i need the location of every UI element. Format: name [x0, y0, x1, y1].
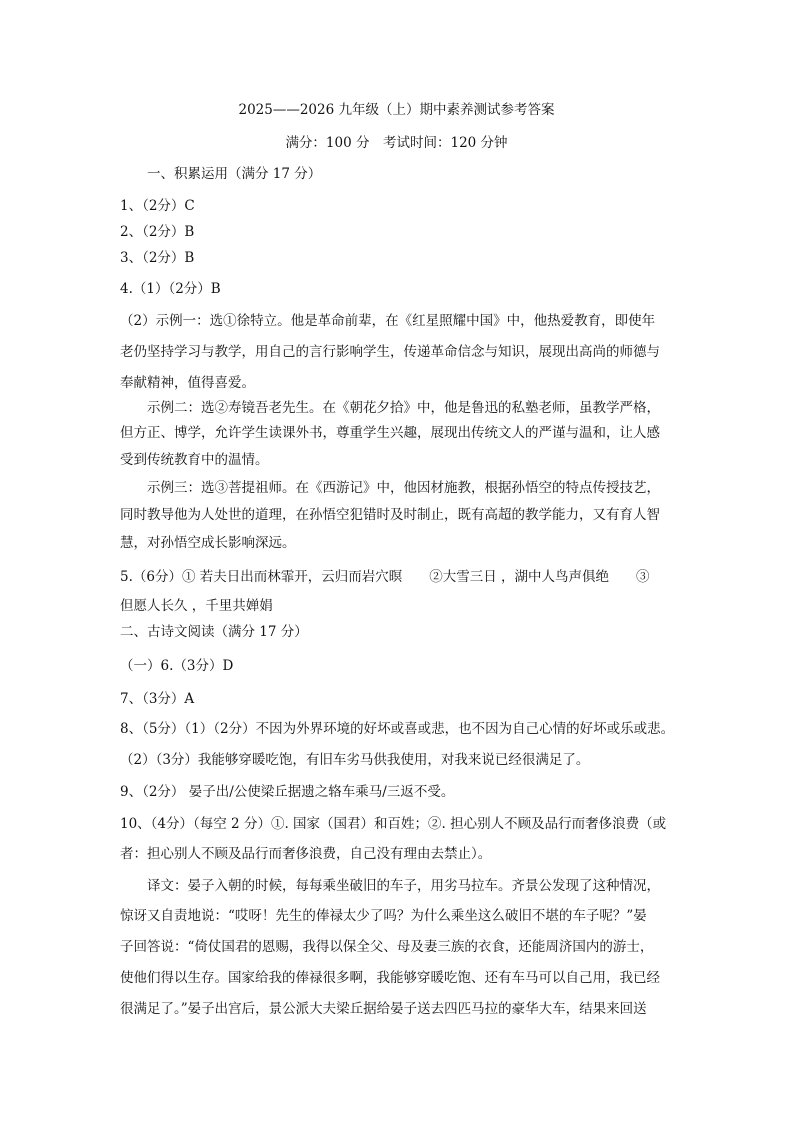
answer-paragraph-line: （2）示例一：选①徐特立。他是革命前辈，在《红星照耀中国》中，他热爱教育，即使年: [120, 313, 656, 329]
answer-paragraph-line: 示例三：选③菩提祖师。在《西游记》中，他因材施教，根据孙悟空的特点传授技艺，: [147, 480, 660, 496]
document-title: 2025——2026 九年级（上）期中素养测试参考答案: [238, 102, 555, 118]
answer-line: （一）6.（3分）D: [120, 658, 234, 674]
answer-paragraph-line: 示例二：选②寿镜吾老先生。在《朝花夕拾》中，他是鲁迅的私塾老师，虽教学严格，: [147, 400, 660, 416]
answer-line: 但愿人长久 ，千里共婵娟: [120, 598, 273, 614]
section-heading: 二、古诗文阅读（满分 17 分）: [120, 624, 308, 640]
answer-line: 10、（4分）（每空 2 分）①. 国家（国君）和百姓；②. 担心别人不顾及品行而奢侈浪费（或: [120, 816, 667, 832]
answer-line: （2）（3分）我能够穿暖吃饱，有旧车劣马供我使用，对我来说已经很满足了。: [120, 752, 590, 768]
answer-line: 者：担心别人不顾及品行而奢侈浪费，自己没有理由去禁止）。: [120, 846, 492, 862]
answer-line: 3、（2分）B: [120, 250, 195, 266]
answer-line: 4.（1）（2分）B: [120, 281, 221, 297]
answer-paragraph-line: 同时教导他为人处世的道理，在孙悟空犯错时及时制止，既有高超的教学能力，又有育人智: [120, 507, 660, 523]
answer-paragraph-line: 慧，对孙悟空成长影响深远。: [120, 535, 296, 551]
answer-paragraph-line: 老仍坚持学习与教学，用自己的言行影响学生，传递革命信念与知识，展现出高尚的师德与: [120, 344, 660, 360]
translation-line: 子回答说：“倚仗国君的恩赐，我得以保全父、母及妻三族的衣食，还能周济国内的游士，: [120, 939, 654, 955]
answer-line: 9、（2分） 晏子出/公使梁丘据遗之辂车乘马/三返不受。: [120, 784, 455, 800]
section-heading: 一、积累运用（满分 17 分）: [147, 166, 322, 182]
answer-line: 5.（6分）① 若夫日出而林霏开，云归而岩穴暝 ②大雪三日 ，湖中人鸟声俱绝 ③: [120, 569, 650, 585]
answer-paragraph-line: 奉献精神，值得喜爱。: [120, 375, 255, 391]
answer-paragraph-line: 但方正、博学，允许学生读课外书，尊重学生兴趣，展现出传统文人的严谨与温和，让人感: [120, 425, 660, 441]
answer-line: 7、（3分）A: [120, 691, 195, 707]
answer-paragraph-line: 受到传统教育中的温情。: [120, 452, 269, 468]
document-subtitle: 满分：100 分 考试时间：120 分钟: [285, 135, 508, 151]
translation-line: 惊讶又自责地说：“哎呀！先生的俸禄太少了吗？为什么乘坐这么破旧不堪的车子呢？”晏: [120, 908, 647, 924]
translation-line: 很满足了。”晏子出宫后，景公派大夫梁丘据给晏子送去四匹马拉的豪华大车，结果来回送: [120, 1001, 647, 1017]
answer-line: 2、（2分）B: [120, 224, 195, 240]
translation-line: 使他们得以生存。国家给我的俸禄很多啊，我能够穿暖吃饱、还有车马可以自己用，我已经: [120, 970, 660, 986]
answer-line: 8、（5分）（1）（2分）不因为外界环境的好坏或喜或悲，也不因为自己心情的好坏或乐或悲。: [120, 721, 675, 737]
answer-line: 1、（2分）C: [120, 198, 195, 214]
translation-line: 译文：晏子入朝的时候，每每乘坐破旧的车子，用劣马拉车。齐景公发现了这种情况，: [147, 878, 660, 894]
